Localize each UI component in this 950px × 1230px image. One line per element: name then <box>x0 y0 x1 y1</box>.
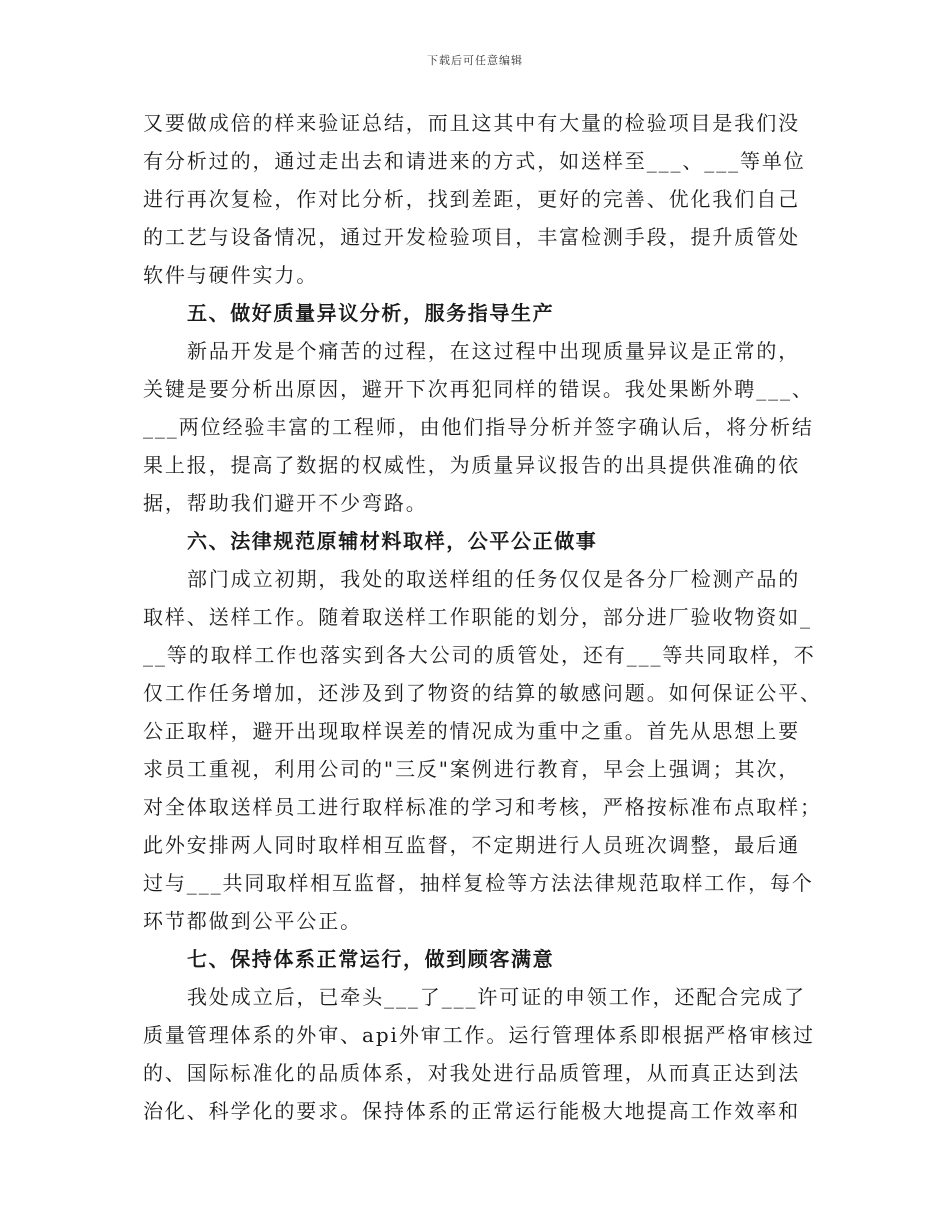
body-line: 仅工作任务增加，还涉及到了物资的结算的敏感问题。如何保证公平、 <box>143 681 822 705</box>
body-line: 此外安排两人同时取样相互监督，不定期进行人员班次调整，最后通 <box>143 833 800 857</box>
body-line: 部门成立初期，我处的取送样组的任务仅仅是各分厂检测产品的 <box>187 567 801 591</box>
document-body <box>143 104 822 1130</box>
section-heading-7: 七、保持体系正常运行，做到顾客满意 <box>187 947 555 971</box>
section-heading-5: 五、做好质量异议分析，服务指导生产 <box>187 301 555 325</box>
body-line: 环节都做到公平公正。 <box>143 909 362 933</box>
body-line: 我处成立后，已牵头___了___许可证的申领工作，还配合完成了 <box>187 985 806 1009</box>
section-heading-6: 六、法律规范原辅材料取样，公平公正做事 <box>187 529 598 553</box>
body-line: 的、国际标准化的品质体系，对我处进行品质管理，从而真正达到法 <box>143 1061 800 1085</box>
body-line: 取样、送样工作。随着取送样工作职能的划分，部分进厂验收物资如_ <box>143 605 812 629</box>
body-line: 治化、科学化的要求。保持体系的正常运行能极大地提高工作效率和 <box>143 1099 800 1123</box>
body-line: ___两位经验丰富的工程师，由他们指导分析并签字确认后，将分析结 <box>143 415 814 439</box>
body-line: 关键是要分析出原因，避开下次再犯同样的错误。我处果断外聘___、 <box>143 377 814 401</box>
body-line: 进行再次复检，作对比分析，找到差距，更好的完善、优化我们自己 <box>143 187 800 211</box>
body-line: 的工艺与设备情况，通过开发检验项目，丰富检测手段，提升质管处 <box>143 225 800 249</box>
page-header: 下载后可任意编辑 <box>427 54 523 67</box>
body-line: 质量管理体系的外审、api外审工作。运行管理体系即根据严格审核过 <box>143 1023 815 1047</box>
body-line: 软件与硬件实力。 <box>143 263 319 287</box>
body-line: 有分析过的，通过走出去和请进来的方式，如送样至___、___等单位 <box>143 149 806 173</box>
body-line: 据，帮助我们避开不少弯路。 <box>143 491 428 515</box>
body-line: 新品开发是个痛苦的过程，在这过程中出现质量异议是正常的， <box>187 339 801 363</box>
body-line: __等的取样工作也落实到各大公司的质管处，还有___等共同取样，不 <box>143 643 816 667</box>
body-line: 求员工重视，利用公司的"三反"案例进行教育，早会上强调；其次， <box>143 757 801 781</box>
body-line: 公正取样，避开出现取样误差的情况成为重中之重。首先从思想上要 <box>143 719 800 743</box>
body-line: 又要做成倍的样来验证总结，而且这其中有大量的检验项目是我们没 <box>143 111 800 135</box>
body-line: 对全体取送样员工进行取样标准的学习和考核，严格按标准布点取样； <box>143 795 822 819</box>
body-line: 果上报，提高了数据的权威性，为质量异议报告的出具提供准确的依 <box>143 453 800 477</box>
body-line: 过与___共同取样相互监督，抽样复检等方法法律规范取样工作，每个 <box>143 871 814 895</box>
